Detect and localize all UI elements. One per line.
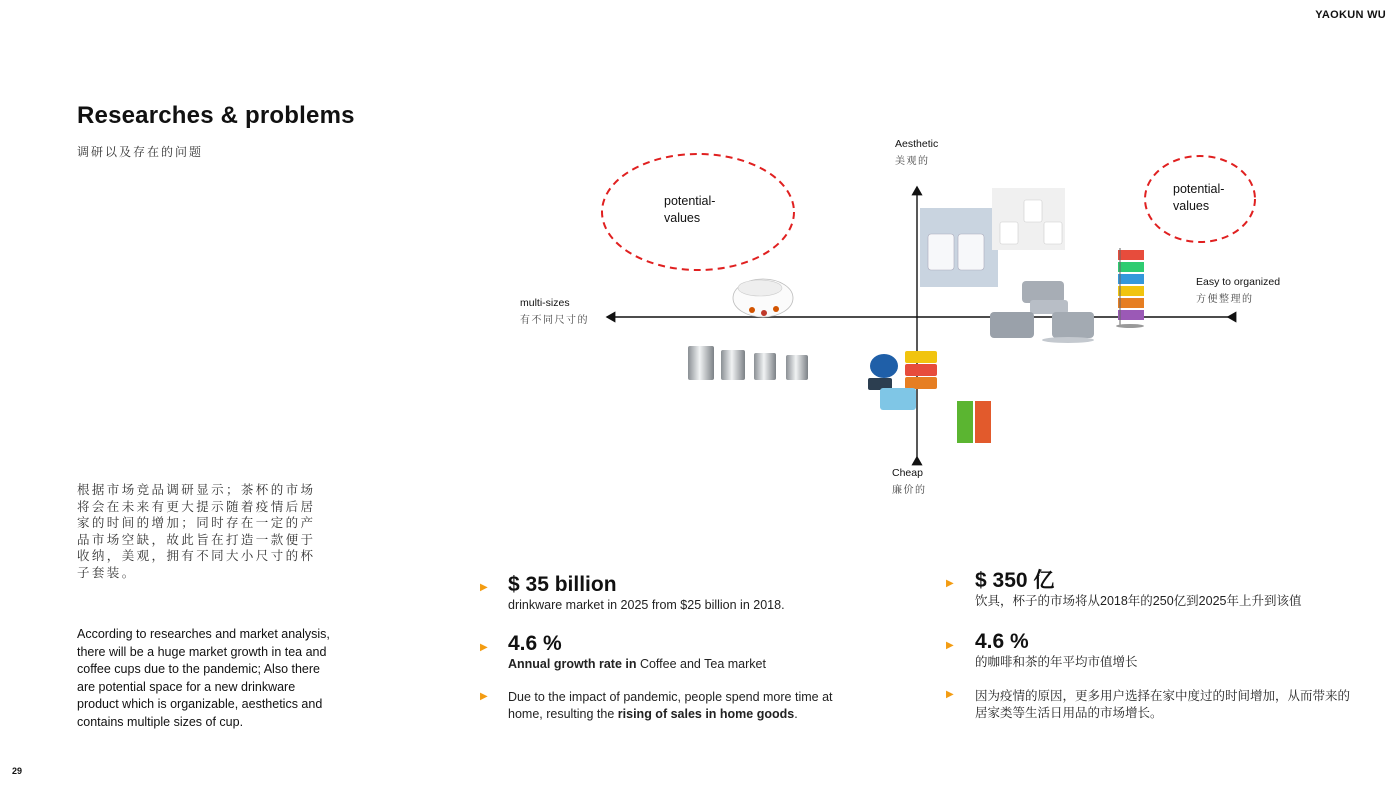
stat-en-3-desc	[508, 689, 868, 723]
axis-label-bottom-cn: 廉价的	[892, 485, 927, 496]
stat-en-3-desc-bold: rising of sales in home goods	[617, 707, 795, 721]
stat-en-2-desc	[508, 656, 888, 673]
axis-label-right	[1196, 275, 1280, 307]
axis-label-top	[895, 137, 938, 169]
axis-label-top-cn: 美观的	[895, 156, 930, 167]
bullet-icon: ▶	[946, 640, 954, 651]
bullet-icon: ▶	[946, 578, 954, 589]
stat-en-3-desc-b: .	[794, 707, 798, 721]
product-image-mug-tree	[1116, 248, 1144, 328]
stat-en-2-desc-bold: Annual growth rate in	[508, 657, 637, 671]
stat-en-3-desc-a: Due to the impact of pandemic, people spend more time at home, resulting the	[508, 690, 833, 721]
bubble-right-line-1: potential-	[1173, 182, 1225, 196]
stat-en-2-value: 4.6 %	[508, 632, 562, 655]
stat-en-1	[508, 573, 888, 614]
product-image-grey-mugs	[990, 281, 1094, 343]
stat-cn-2-desc: 的咖啡和茶的年平均市值增长	[975, 655, 1138, 669]
page-number: 29	[12, 766, 23, 776]
bullet-icon: ▶	[946, 689, 954, 700]
bullet-icon: ▶	[480, 642, 488, 653]
bubble-right-line-2: values	[1173, 199, 1210, 213]
axis-label-bottom-en: Cheap	[892, 467, 923, 479]
bubble-left-line-1: potential-	[664, 194, 716, 208]
chinese-paragraph: 根据市场竞品调研显示；茶杯的市场将会在未来有更大提示随着疫情后居家的时间的增加；同时存在一定的产品市场空缺，故此旨在打造一款便于收纳，美观，拥有不同大小尺寸的杯子套装。	[77, 483, 316, 580]
stat-cn-3-desc: 因为疫情的原因，更多用户选择在家中度过的时间增加，从而带来的居家类等生活日用品的市场增长。	[975, 689, 1351, 720]
page-title: Researches & problems	[77, 102, 355, 129]
stat-en-3	[508, 689, 868, 723]
stat-en-2-desc-rest: Coffee and Tea market	[636, 657, 766, 671]
axis-label-top-en: Aesthetic	[895, 138, 939, 150]
page-subtitle: 调研以及存在的问题	[77, 145, 204, 159]
product-image-steel-mugs	[688, 346, 808, 380]
bubble-right-text	[1173, 181, 1224, 215]
bubble-left-text	[664, 193, 715, 227]
bullet-icon: ▶	[480, 691, 488, 702]
stat-cn-1-value: $ 350 亿	[975, 569, 1055, 592]
stat-en-1-value: $ 35 billion	[508, 573, 617, 596]
axis-label-left-en: multi-sizes	[520, 297, 570, 309]
product-image-colour-cups	[868, 351, 937, 410]
axis-label-right-en: Easy to organized	[1196, 276, 1281, 288]
axis-label-right-cn: 方便整理的	[1196, 294, 1254, 305]
stat-cn-1-desc: 饮具，杯子的市场将从2018年的250亿到2025年上升到该值	[975, 594, 1302, 608]
product-image-measuring-cups	[733, 279, 793, 317]
english-paragraph: According to researches and market analysis, there will be a huge market growth in tea and coffee cups due to the pandemic; Also there are potential space for a new drinkware product which is organizable, aesthetics and contains multiple sizes of cup.	[77, 627, 330, 729]
product-image-tumblers	[957, 401, 991, 443]
author-name: YAOKUN WU	[1315, 9, 1386, 21]
axis-label-bottom	[892, 466, 927, 498]
stat-cn-3	[975, 688, 1355, 722]
axis-label-left	[520, 296, 589, 328]
bullet-icon: ▶	[480, 582, 488, 593]
axis-label-left-cn: 有不同尺寸的	[520, 315, 589, 326]
product-image-white-mugs	[920, 188, 1065, 287]
stat-cn-1	[975, 569, 1355, 610]
stat-en-2	[508, 632, 888, 673]
bubble-left-line-2: values	[664, 211, 701, 225]
stat-cn-2	[975, 630, 1355, 671]
stat-en-1-desc: drinkware market in 2025 from $25 billion in 2018.	[508, 598, 785, 612]
stat-cn-2-value: 4.6 %	[975, 630, 1029, 653]
